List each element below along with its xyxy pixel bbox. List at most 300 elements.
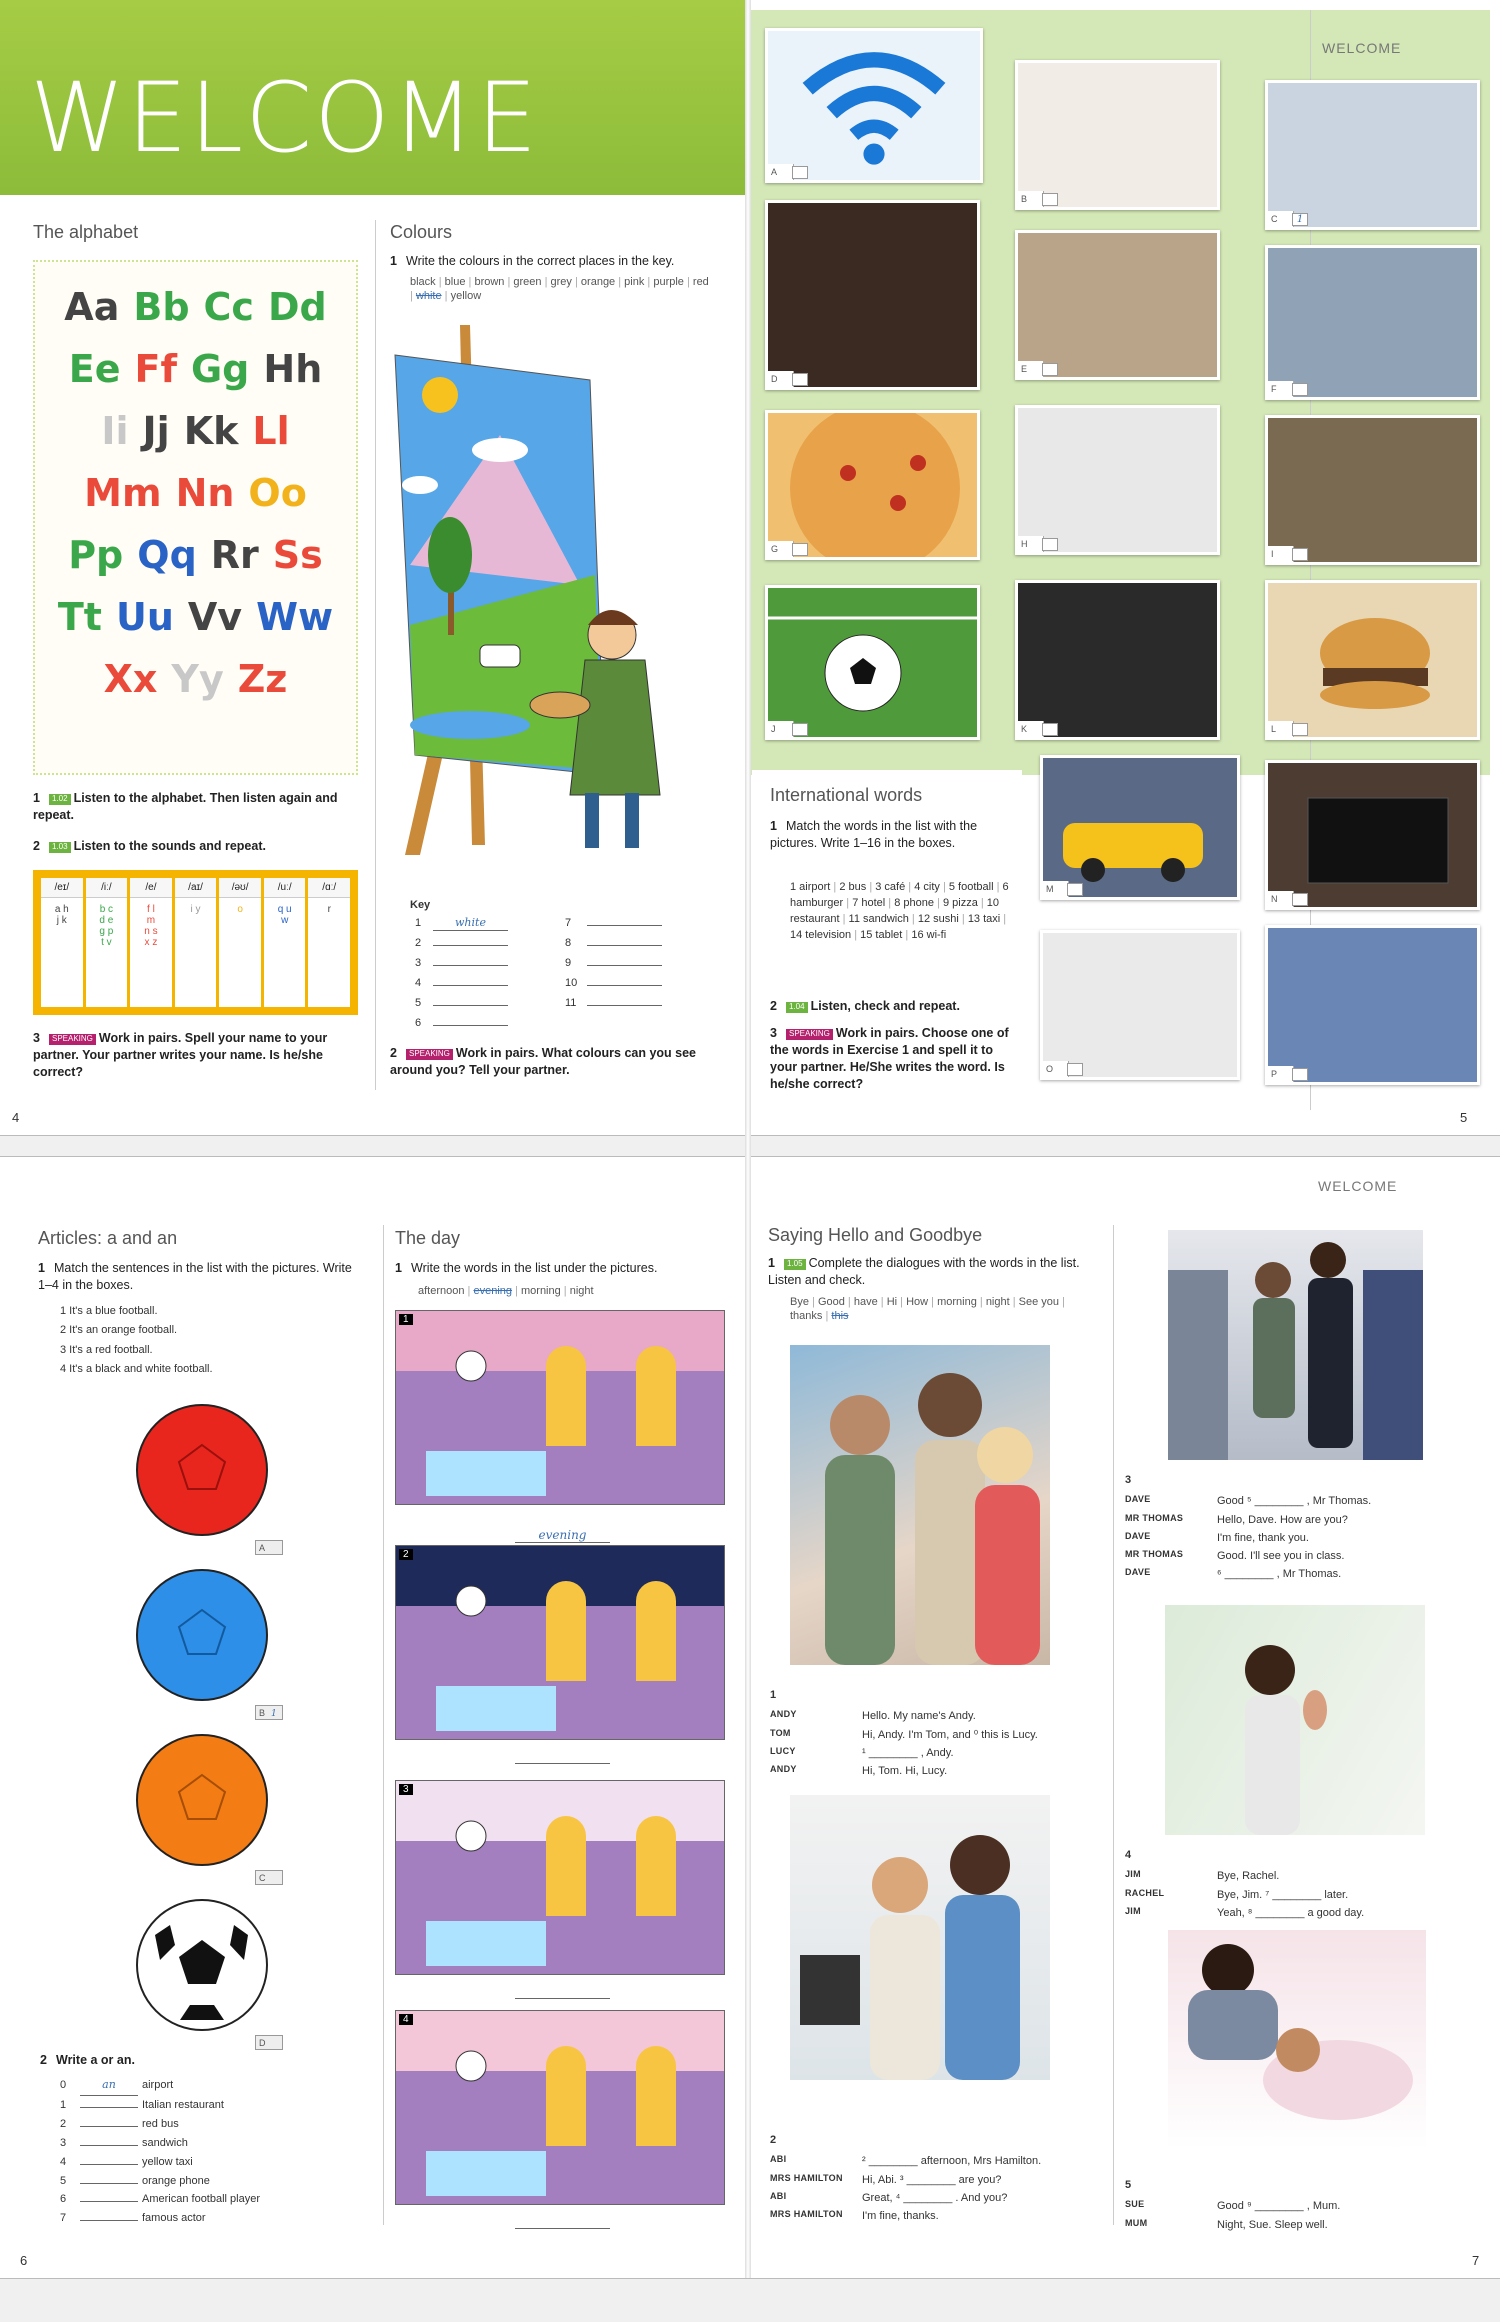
speaker: DAVE (1125, 1530, 1151, 1541)
photo-restaurant (1015, 230, 1220, 380)
photo-label: J (768, 721, 794, 737)
answer-box[interactable] (792, 373, 808, 386)
blue-football (137, 1570, 267, 1700)
speaking-tag: SPEAKING (406, 1049, 453, 1060)
key-blank[interactable] (587, 985, 662, 986)
painter-leg (585, 793, 599, 848)
answer-value: 1 (1296, 214, 1304, 225)
speaker: MRS HAMILTON (770, 2209, 843, 2220)
letter-pair: Cc (203, 285, 254, 329)
sound-letters: r (327, 904, 331, 915)
ex-number: 2 (33, 839, 40, 853)
photo-label: G (768, 541, 794, 557)
sound-letters: o (237, 904, 243, 915)
article-item (60, 2190, 360, 2209)
red-football (137, 1405, 267, 1535)
alphabet-ex3 (33, 1030, 363, 1081)
dialogue-line (1125, 2198, 1421, 2214)
key-row (415, 976, 525, 996)
photo-airport (1265, 80, 1480, 230)
sentence: 1 It's a blue football. (60, 1305, 158, 1317)
scene-answer-line[interactable] (515, 1528, 610, 1543)
ex-number: 1 (390, 254, 397, 268)
item-text: red bus (142, 2117, 179, 2130)
separator: | (571, 276, 581, 288)
ball-answer: 1 (271, 1709, 277, 1719)
ball-label: C (259, 1873, 266, 1883)
dialogue-number: 4 (1125, 1849, 1132, 1861)
dialogue-number-row (1125, 2177, 1421, 2196)
letter-pair: Qq (137, 533, 197, 577)
sound-column (86, 878, 128, 1007)
line-text: Good ⁵ ________ , Mr Thomas. (1217, 1495, 1372, 1508)
dialogue-1 (768, 1685, 1068, 1781)
item-answer: an (102, 2078, 116, 2091)
photo-bed (1168, 1930, 1426, 2150)
colour-word-list (410, 275, 710, 304)
dialogue-line (1125, 1530, 1421, 1546)
dialogue-line (1125, 1905, 1421, 1921)
scene-answer-line[interactable] (515, 1763, 610, 1764)
photo-bus (1265, 245, 1480, 400)
intl-word: 16 wi-fi (911, 928, 947, 941)
photo-pizza (765, 410, 980, 560)
orange-football (137, 1735, 267, 1865)
colour-word: blue (444, 276, 466, 288)
line-text: ⁶ ________ , Mr Thomas. (1217, 1568, 1342, 1581)
letter-pair: Ss (272, 533, 323, 577)
dialogue-line (1125, 1548, 1421, 1564)
easel-leg (405, 745, 445, 855)
intl-word: 15 tablet (860, 928, 903, 941)
photo-label: K (1018, 721, 1044, 737)
sound-column (130, 878, 172, 1007)
greet-word: have (853, 1296, 878, 1308)
photo-wifi (765, 28, 983, 183)
answer-box[interactable] (1067, 1063, 1083, 1076)
separator: | (465, 276, 475, 288)
alphabet-row (35, 657, 356, 701)
answer-box[interactable] (1067, 883, 1083, 896)
answer-box[interactable] (1042, 723, 1058, 736)
line-text: Hi, Andy. I'm Tom, and ⁰ this is Lucy. (862, 1728, 1038, 1741)
answer-box[interactable] (1042, 538, 1058, 551)
separator: | (808, 1296, 818, 1308)
alphabet-row (35, 595, 356, 639)
item-blank[interactable] (80, 2076, 138, 2096)
answer-box[interactable] (792, 166, 808, 179)
letter-pair: Ee (68, 347, 121, 391)
photo-city (1265, 925, 1480, 1085)
speaker: SUE (1125, 2199, 1145, 2210)
ball-label: A (259, 1543, 266, 1553)
ipa-symbol: /eɪ/ (41, 878, 83, 898)
instruction: Listen, check and repeat. (810, 999, 960, 1013)
dialogue-line (1125, 2217, 1421, 2233)
scene-number: 2 (399, 1549, 413, 1560)
ex-number: 1 (38, 1261, 45, 1275)
alphabet-row (35, 409, 356, 453)
photo-sushi (1015, 60, 1220, 210)
intl-word: 11 sandwich (848, 912, 909, 925)
line-text: Hi, Abi. ³ ________ are you? (862, 2173, 1002, 2186)
colours-ex1 (390, 253, 730, 270)
football-icon (768, 588, 977, 737)
separator: | (928, 1296, 938, 1308)
key-number: 10 (565, 977, 578, 989)
speaker: RACHEL (1125, 1887, 1165, 1898)
photo-teacher-student (790, 1795, 1050, 2080)
sound-letters: f l m n s x z (144, 904, 158, 948)
dialogue-line (770, 1745, 1066, 1761)
column-divider (1113, 1225, 1114, 2225)
item-number: 1 (60, 2098, 67, 2111)
greet-word: Good (817, 1296, 845, 1308)
audio-icon[interactable]: 1.02 (49, 794, 71, 805)
day-ex1 (395, 1260, 735, 1277)
answer-box[interactable] (1292, 383, 1308, 396)
painter-coat (570, 660, 660, 795)
key-row (415, 1016, 525, 1036)
key-blank[interactable] (587, 1005, 662, 1006)
scene-answer-line[interactable] (515, 1998, 610, 1999)
speaking-tag: SPEAKING (786, 1029, 833, 1040)
dialogue-4 (1123, 1845, 1423, 1923)
item-blank[interactable] (80, 2183, 138, 2184)
day-word-list (418, 1284, 594, 1298)
colours-ex2 (390, 1045, 730, 1079)
dialogue-number: 1 (770, 1689, 777, 1701)
audio-icon[interactable]: 1.05 (784, 1259, 806, 1270)
line-text: Yeah, ⁸ ________ a good day. (1217, 1906, 1365, 1919)
intl-word: 1 airport (790, 881, 831, 893)
item-number: 3 (60, 2136, 67, 2149)
colour-word: green (513, 276, 542, 288)
dialogue-number: 5 (1125, 2179, 1132, 2191)
greet-ex1 (768, 1255, 1098, 1289)
key-number: 2 (415, 937, 422, 949)
speaker: ABI (770, 2190, 787, 2201)
letter-pair: Hh (263, 347, 323, 391)
key-row (565, 976, 675, 996)
letter-pair: Ll (252, 409, 290, 453)
sound-column (264, 878, 306, 1007)
intl-word: 9 pizza (942, 896, 978, 909)
article-item (60, 2153, 360, 2172)
day-scene (395, 2010, 725, 2205)
ex-number: 2 (40, 2053, 47, 2067)
photo-label: A (768, 164, 794, 180)
photo-teens (790, 1345, 1050, 1665)
photo-label: P (1268, 1066, 1294, 1082)
speaker: MR THOMAS (1125, 1512, 1184, 1523)
answer-box[interactable] (792, 723, 808, 736)
cloud-shape (472, 438, 528, 462)
black-white-football (137, 1900, 267, 2030)
key-blank[interactable] (587, 965, 662, 966)
separator: | (512, 1285, 521, 1297)
speaker: DAVE (1125, 1494, 1151, 1505)
key-blank[interactable] (433, 916, 508, 931)
speaker: MRS HAMILTON (770, 2172, 843, 2183)
separator: | (908, 912, 918, 925)
scene-answer-line[interactable] (515, 2228, 610, 2229)
instruction: Work in pairs. What colours can you see around you? Tell your partner. (390, 1046, 697, 1077)
answer-box[interactable] (1292, 723, 1308, 736)
photo-label: L (1268, 721, 1294, 737)
separator: | (844, 1296, 854, 1308)
instruction: Work in pairs. Spell your name to your partner. Your partner writes your name. Is he/she correct? (33, 1031, 328, 1079)
item-number: 4 (60, 2155, 67, 2168)
letter-pair: Kk (183, 409, 239, 453)
letter-pair: Nn (175, 471, 235, 515)
letter-pair: Aa (64, 285, 120, 329)
key-left (415, 916, 525, 1036)
ball-label: B (259, 1708, 266, 1718)
scene-number: 3 (399, 1784, 413, 1795)
line-text: Bye, Rachel. (1217, 1870, 1280, 1883)
speaker: LUCY (770, 1745, 796, 1756)
separator: | (1000, 912, 1007, 925)
photo-label: F (1268, 381, 1294, 397)
intl-word: 5 football (948, 881, 994, 893)
sounds-table (33, 870, 358, 1015)
alphabet-ex2 (33, 838, 363, 855)
key-blank[interactable] (433, 985, 508, 986)
key-number: 5 (415, 997, 422, 1009)
audio-icon[interactable]: 1.03 (49, 842, 71, 853)
sound-column (219, 878, 261, 1007)
key-number: 9 (565, 957, 572, 969)
ex-number: 1 (33, 791, 40, 805)
line-text: ¹ ________ , Andy. (862, 1746, 954, 1759)
wifi-icon (768, 31, 980, 180)
line-text: Bye, Jim. ⁷ ________ later. (1217, 1888, 1349, 1901)
scene-number: 4 (399, 2014, 413, 2025)
articles-ex1 (38, 1260, 368, 1294)
key-label: Key (410, 899, 431, 911)
article-item (60, 2209, 360, 2228)
colour-word: red (692, 276, 709, 288)
separator: | (905, 881, 915, 893)
key-blank[interactable] (433, 945, 508, 946)
letter-pair: Jj (142, 409, 170, 453)
item-blank[interactable] (80, 2164, 138, 2165)
ball-answer-box[interactable] (255, 2035, 283, 2050)
sentence: 2 It's an orange football. (60, 1324, 178, 1337)
key-row (565, 956, 675, 976)
alphabet-row (35, 285, 356, 329)
intl-ex1 (770, 818, 1000, 852)
ball-answer-box[interactable] (255, 1705, 283, 1720)
answer-box[interactable] (1292, 893, 1308, 906)
letter-pair: Ff (134, 347, 177, 391)
key-number: 8 (565, 937, 572, 949)
photo-hamburger (1265, 580, 1480, 740)
intl-word: 13 taxi (967, 912, 1001, 925)
separator: | (933, 896, 943, 909)
alphabet-ex1 (33, 790, 363, 824)
key-row (565, 936, 675, 956)
dialogue-number-row (770, 2132, 1096, 2151)
separator: | (830, 881, 840, 893)
intl-word: 8 phone (894, 896, 934, 909)
dialogue-number: 3 (1125, 1474, 1132, 1486)
key-blank[interactable] (587, 945, 662, 946)
page-number: 7 (1472, 2253, 1480, 2268)
sound-letters: q u w (277, 904, 292, 926)
answer-box[interactable] (1042, 193, 1058, 206)
instruction: Complete the dialogues with the words in the list. Listen and check. (768, 1256, 1080, 1287)
scene-drawing (396, 1311, 725, 1505)
greet-word: night (985, 1296, 1010, 1308)
ipa-symbol: /e/ (130, 878, 172, 898)
photo-cafe (1265, 415, 1480, 565)
greet-word: Hi (886, 1296, 898, 1308)
separator: | (560, 1285, 570, 1297)
greet-word: Bye (790, 1296, 809, 1308)
articles-sentences (60, 1302, 360, 1379)
dialogue-3 (1123, 1470, 1423, 1585)
item-blank[interactable] (80, 2220, 138, 2221)
key-blank[interactable] (433, 965, 508, 966)
item-blank[interactable] (80, 2107, 138, 2108)
corridor-silhouettes (1168, 1230, 1423, 1460)
running-head-text-2: WELCOME (1318, 1178, 1398, 1194)
speaking-tag: SPEAKING (49, 1034, 96, 1045)
separator: | (851, 928, 861, 941)
key-blank[interactable] (433, 1025, 508, 1026)
letter-pair: Ii (101, 409, 129, 453)
river-shape (410, 711, 530, 739)
item-number: 2 (60, 2117, 67, 2130)
article-item (60, 2172, 360, 2191)
line-text: Great, ⁴ ________ . And you? (862, 2191, 1008, 2204)
photo-label: E (1018, 361, 1044, 377)
dialogue-number-row (1125, 1472, 1421, 1491)
letter-pair: Dd (267, 285, 327, 329)
television-icon (1268, 763, 1477, 907)
speaker: MR THOMAS (1125, 1549, 1184, 1560)
colour-word: orange (580, 276, 616, 288)
teens-silhouettes (790, 1345, 1050, 1665)
intl-word: 12 sushi (917, 912, 959, 925)
sentence: 3 It's a red football. (60, 1343, 153, 1356)
separator: | (435, 276, 445, 288)
photo-label: B (1018, 191, 1044, 207)
palette-shape (530, 692, 590, 718)
line-text: ² ________ afternoon, Mrs Hamilton. (862, 2155, 1042, 2168)
audio-icon[interactable]: 1.04 (786, 1002, 808, 1013)
colour-word: black (410, 276, 436, 288)
separator: | (897, 1296, 907, 1308)
separator: | (683, 276, 693, 288)
greet-word: See you (1018, 1296, 1060, 1308)
letter-pair: Zz (237, 657, 288, 701)
photo-phone (1015, 405, 1220, 555)
welcome-banner (0, 0, 750, 195)
separator: | (993, 881, 1003, 893)
photo-label: N (1268, 891, 1294, 907)
separator: | (877, 1296, 887, 1308)
day-scene (395, 1780, 725, 1975)
separator: | (1059, 1296, 1065, 1308)
painting-illustration (390, 325, 720, 860)
letter-pair: Gg (190, 347, 250, 391)
column-divider (375, 220, 376, 1090)
letter-pair: Pp (68, 533, 124, 577)
item-blank[interactable] (80, 2126, 138, 2127)
photo-label: C (1268, 211, 1294, 227)
speaker: JIM (1125, 1869, 1141, 1880)
key-blank[interactable] (587, 925, 662, 926)
intl-ex2 (770, 998, 1010, 1015)
ball-answer-box[interactable] (255, 1870, 283, 1885)
page-number: 6 (20, 2253, 28, 2268)
letter-pair: Vv (187, 595, 243, 639)
separator: | (839, 912, 849, 925)
sound-column (175, 878, 217, 1007)
item-blank[interactable] (80, 2201, 138, 2202)
dialogue-line (770, 1708, 1066, 1724)
separator: | (410, 290, 416, 303)
ipa-symbol: /aɪ/ (175, 878, 217, 898)
sound-column (41, 878, 83, 1007)
dialogue-line (770, 2172, 1096, 2188)
answer-box[interactable] (1292, 213, 1308, 226)
scene-drawing (396, 1781, 725, 1975)
photo-label: O (1043, 1061, 1069, 1077)
dialogue-line (1125, 1887, 1421, 1903)
running-head-text: WELCOME (1322, 40, 1402, 56)
key-number: 4 (415, 977, 422, 989)
letter-pair: Mm (84, 471, 162, 515)
item-number: 6 (60, 2193, 67, 2206)
answer-box[interactable] (1292, 1068, 1308, 1081)
article-item (60, 2096, 360, 2115)
dialogue-line (770, 2208, 1096, 2224)
answer-box[interactable] (1042, 363, 1058, 376)
alphabet-box (33, 260, 358, 775)
separator: | (976, 1296, 986, 1308)
line-text: Good. I'll see you in class. (1217, 1550, 1345, 1563)
item-text: American football player (142, 2193, 261, 2206)
ex-number: 3 (33, 1031, 40, 1045)
ball-answer-box[interactable] (255, 1540, 283, 1555)
day-word: morning (521, 1285, 561, 1297)
scene-drawing (396, 2011, 725, 2205)
photo-sandwich (1040, 930, 1240, 1080)
key-row (415, 996, 525, 1016)
teacher-student-silhouettes (790, 1795, 1050, 2080)
separator: | (504, 276, 514, 288)
ex-number: 3 (770, 1026, 777, 1040)
photo-window-wave (1165, 1605, 1425, 1835)
answer-box[interactable] (792, 543, 808, 556)
item-blank[interactable] (80, 2145, 138, 2146)
colour-word: white (415, 290, 442, 303)
letter-pair: Oo (248, 471, 307, 515)
item-text: sandwich (142, 2136, 188, 2149)
key-number: 11 (565, 997, 577, 1009)
alphabet-row (35, 471, 356, 515)
intl-heading: International words (770, 785, 923, 805)
answer-box[interactable] (1292, 548, 1308, 561)
key-blank[interactable] (433, 1005, 508, 1006)
separator: | (822, 1310, 832, 1323)
key-row (415, 916, 525, 936)
dialogue-5 (1123, 2175, 1423, 2235)
